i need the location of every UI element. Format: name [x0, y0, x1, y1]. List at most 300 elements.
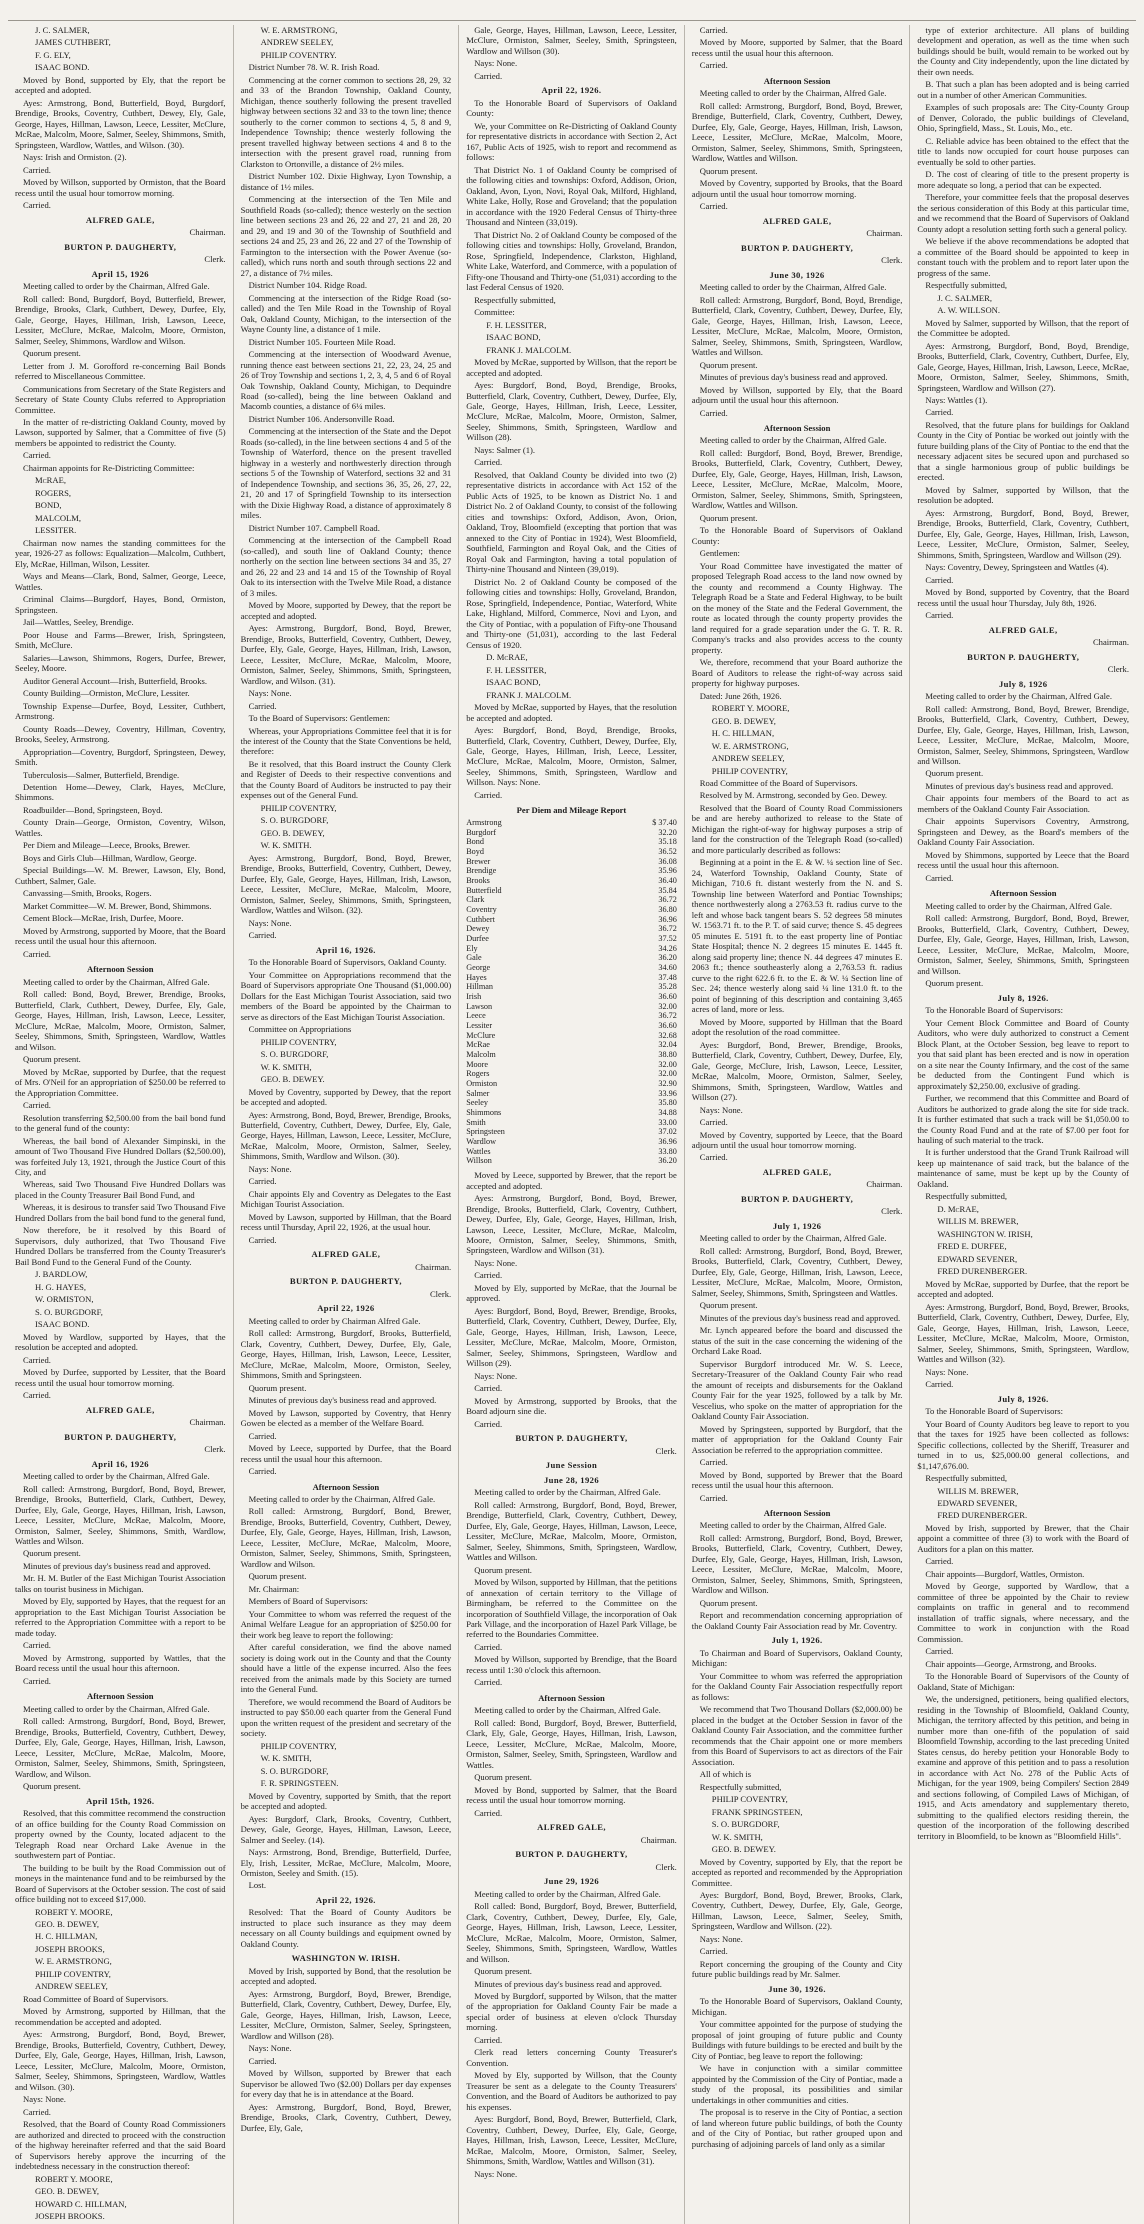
paragraph: Salaries—Lawson, Shimmons, Rogers, Durfee, Brewer, Seeley, Moore.	[15, 652, 226, 674]
column-5	[910, 25, 1136, 2224]
paragraph: Respectfully submitted,	[699, 1781, 782, 1792]
signature-line: WILLIS M. BREWER,	[937, 1485, 1019, 1496]
paragraph: Moved by Wardlow, supported by Hayes, that the resolution be accepted and adopted.	[15, 1331, 226, 1353]
per-diem-amount: 35.84	[658, 885, 677, 895]
per-diem-table	[466, 818, 677, 1166]
paragraph: Moved by Willson, supported by Ely, that the Board adjourn until the usual hour this afternoon.	[691, 384, 903, 406]
per-diem-amount: 32.68	[658, 1030, 677, 1040]
paragraph: Quorum present.	[699, 1597, 758, 1608]
per-diem-amount: 32.20	[658, 827, 677, 837]
paragraph: Appropriation—Coventry, Burgdorf, Springsteen, Dewey, Smith.	[15, 746, 226, 768]
signature-line: ANDREW SEELEY,	[260, 37, 334, 48]
paragraph: Chairman appoints for Re-Districting Committee:	[23, 462, 195, 473]
paragraph: Carried.	[474, 70, 503, 81]
supervisor-name: Moore	[466, 1059, 489, 1069]
paragraph: Moved by Coventry, supported by Dewey, that the report be accepted and adopted.	[240, 1086, 452, 1108]
per-diem-amount: 36.60	[658, 992, 677, 1001]
paragraph: Quorum present.	[925, 768, 984, 779]
table-row	[466, 1147, 677, 1157]
paragraph: Quorum present.	[699, 359, 758, 370]
paragraph: Ayes: Burgdorf, Bond, Brewer, Brendige, Brooks, Butterfield, Clark, Coventry, Cuthbert, Dewey, Durfee, Ely, Gale, George, McClure, Irish, Lawson, Leece, Lessiter, McRae, Malcolm, Moore, Ormiston, Salmer, Seeley, Shimmons, Smith, Springsteen, Wardlow, Wattles and Willson (27).	[691, 1039, 903, 1103]
paragraph: Members of Board of Supervisors:	[248, 1596, 368, 1607]
signature-line: W. E. ARMSTRONG,	[260, 25, 338, 35]
section-heading: Afternoon Session	[763, 1508, 831, 1518]
paragraph: Supervisor Burgdorf introduced Mr. W. S. Leece, Secretary-Treasurer of the Oakland County Fair who read the amount of receipts and disbursements for the Oakland County Fair for the year 1925, followed by a talk by Mr. Vescelius, who spoke on the matter of appropriation for the Oakland County Fair Association.	[691, 1358, 903, 1422]
paragraph: Carried.	[925, 872, 954, 883]
signature-line: ANDREW SEELEY,	[711, 753, 785, 764]
paragraph: District Number 107. Campbell Road.	[248, 522, 380, 533]
paragraph: Carried.	[23, 1354, 51, 1365]
paragraph: Criminal Claims—Burgdorf, Hayes, Bond, Ormiston, Springsteen.	[15, 594, 226, 615]
table-row	[466, 876, 677, 886]
paragraph: Respectfully submitted,	[474, 294, 556, 305]
signature-line: H. C. HILLMAN,	[711, 728, 775, 739]
signature-line: PHILIP COVENTRY,	[711, 765, 788, 776]
text-columns	[8, 25, 1136, 2222]
centered-line: June 30, 1926	[769, 269, 825, 280]
signature-line: WILLIS M. BREWER,	[937, 1216, 1019, 1227]
paragraph: Whereas, it is desirous to transfer said Two Thousand Five Hundred Dollars from the bail bond fund to the general fund,	[15, 1202, 226, 1223]
paragraph: Quorum present.	[474, 1966, 532, 1977]
paragraph: Carried.	[474, 1418, 503, 1429]
title-line: Clerk.	[1107, 664, 1129, 675]
centered-line: ALFRED GALE,	[762, 1166, 832, 1177]
signature-line: ISAAC BOND.	[35, 1319, 90, 1330]
paragraph: Moved by Bond, supported by Brewer that the Board recess until the usual hour this afternoon.	[691, 1469, 903, 1491]
paragraph: Carried.	[248, 1466, 277, 1477]
signature-line: FRANK SPRINGSTEEN,	[711, 1806, 803, 1817]
supervisor-name: Salmer	[466, 1088, 490, 1098]
paragraph: Ayes: Armstrong, Burgdorf, Bond, Boyd, Brewer, Brooks, Butterfield, Clark, Coventry, Cuthbert, Dewey, Durfee, Ely, Gale, George, Hayes, Hillman, Irish, Lawson, Leece, Lessiter, McClure, McRae, Malcolm, Moore, Ormiston, Salmer, Seeley, Shimmons, Smith, Springsteen, Wardlow, Wattles and Willson (32).	[917, 1301, 1129, 1365]
supervisor-name: Wardlow	[466, 1137, 496, 1147]
paragraph: Committee:	[474, 307, 515, 318]
paragraph: Township Expense—Durfee, Boyd, Lessiter, Cuthbert, Armstrong.	[15, 700, 226, 722]
section-heading: Afternoon Session	[763, 75, 831, 86]
centered-line: ALFRED GALE,	[311, 1249, 381, 1260]
paragraph: Carried.	[925, 1646, 954, 1657]
per-diem-amount: 33.96	[658, 1088, 677, 1098]
paragraph: Quorum present.	[925, 978, 984, 989]
paragraph: Moved by Bond, supported by Coventry, that the Board recess until the usual hour Thursday, July 8th, 1926.	[917, 587, 1129, 608]
per-diem-amount: 32.00	[658, 1059, 677, 1069]
paragraph: Tuberculosis—Salmer, Butterfield, Brendige.	[23, 769, 180, 780]
signature-line: JOSEPH BROOKS,	[35, 1943, 105, 1954]
centered-line: April 22, 1926.	[541, 85, 602, 96]
per-diem-amount: 34.60	[658, 962, 677, 972]
paragraph: Quorum present.	[474, 1564, 532, 1575]
centered-line: July 1, 1926	[772, 1220, 822, 1231]
paragraph: Moved by Coventry, supported by Leece, that the Board adjourn until the usual hour tomorrow morning.	[691, 1129, 903, 1150]
supervisor-name: Brendige	[466, 866, 497, 876]
paragraph: Minutes of previous day's business read and approved.	[23, 1560, 211, 1571]
paragraph: Moved by Irish, supported by Bond, that the resolution be accepted and adopted.	[240, 1965, 452, 1987]
centered-line: June 30, 1926.	[768, 1983, 826, 1994]
per-diem-amount: 32.00	[658, 1001, 677, 1011]
table-row	[466, 982, 677, 992]
paragraph: Carried.	[699, 25, 728, 35]
per-diem-amount: 37.48	[658, 972, 677, 982]
paragraph: To the Honorable Board of Supervisors of Oakland County:	[691, 525, 903, 546]
per-diem-amount: 33.80	[658, 1146, 677, 1156]
supervisor-name: Springsteen	[466, 1127, 505, 1137]
paragraph: Communications from Secretary of the State Registers and Secretary of State County Clubs referred to Appropriation Committee.	[15, 383, 226, 415]
paragraph: Carried.	[699, 60, 728, 71]
paragraph: Carried.	[474, 2034, 503, 2045]
paragraph: Meeting called to order by the Chairman, Alfred Gale.	[699, 282, 887, 293]
paragraph: Your Road Committee have investigated the matter of proposed Telegraph Road access to the land now owned by the county and recommend a County Highway. The Telegraph Road be a State and Federal Highway, to be built on the money of the State and the Federal Government, the route as located through the county property provides the land required for a grade separation under the G. T. R. R. Company's tracks and also provides access to the county property.	[691, 560, 903, 655]
paragraph: To the Honorable Board of Supervisors of Oakland County:	[466, 97, 677, 119]
table-row	[466, 837, 677, 847]
signature-line: WASHINGTON W. IRISH,	[937, 1228, 1033, 1239]
table-row	[466, 1021, 677, 1031]
paragraph: To the Honorable Board of Supervisors:	[925, 1406, 1063, 1417]
supervisor-name: Brewer	[466, 856, 491, 866]
supervisor-name: McClure	[466, 1030, 496, 1040]
paragraph: Report and recommendation concerning appropriation of the Oakland County Fair Association read by Mr. Coventry.	[691, 1610, 903, 1631]
signature-line: PHILIP COVENTRY.	[260, 49, 337, 60]
supervisor-name: Seeley	[466, 1098, 489, 1108]
centered-line: July 8, 1926.	[997, 1393, 1049, 1404]
per-diem-amount: 36.96	[658, 914, 677, 924]
signature-line: D. McRAE,	[486, 652, 528, 663]
title-line: Chairman.	[866, 1179, 903, 1190]
per-diem-amount: 35.28	[658, 982, 677, 992]
paragraph: Carried.	[925, 1556, 954, 1567]
paragraph: Nays: None.	[699, 1104, 743, 1115]
table-row	[466, 934, 677, 944]
signature-line: GEO. B. DEWEY.	[260, 1074, 325, 1085]
paragraph: Nays: Wattles (1).	[925, 394, 988, 405]
paragraph: Carried.	[474, 457, 503, 468]
centered-line: BURTON P. DAUGHERTY,	[515, 1433, 628, 1444]
supervisor-name: Leece	[466, 1011, 486, 1021]
signature-line: S. O. BURGDORF,	[260, 1765, 329, 1776]
signature-line: J. C. SALMER,	[35, 25, 90, 35]
paragraph: Carried.	[23, 1675, 51, 1686]
paragraph: Your committee appointed for the purpose of studying the proposal of joint grouping of future public and County Buildings with future buildings to be erected and built by the City of Pontiac, beg leave to report the following:	[691, 2019, 903, 2061]
table-row	[466, 944, 677, 954]
title-line: Clerk.	[881, 1206, 903, 1217]
paragraph: Roll called: Bond, Burgdorf, Boyd, Butterfield, Brewer, Brendige, Brooks, Clark, Cuthbert, Dewey, Durfee, Ely, Gale, George, Hayes, Hillman, Irish, Lawson, Leece, Lessiter, McClure, McRae, Malcolm, Moore, Ormiston, Salmer, Seeley, Shimmons, Wardlow and Wilson.	[15, 293, 226, 346]
paragraph: Moved by McRae, supported by Willson, that the report be accepted and adopted.	[466, 357, 677, 378]
signature-line: ANDREW SEELEY,	[35, 1981, 108, 1992]
paragraph: Nays: None.	[248, 917, 292, 928]
paragraph: Carried.	[23, 450, 51, 461]
paragraph: Respectfully submitted,	[925, 1473, 1008, 1484]
paragraph: Committee on Appropriations	[248, 1024, 352, 1035]
paragraph: Meeting called to order by the Chairman, Alfred Gale.	[23, 1703, 210, 1714]
paragraph: Moved by Burgdorf, supported by Wilson, that the matter of the appropriation for Oakland County Fair be made a special order of business at eleven o'clock Thursday morning.	[466, 1991, 677, 2033]
paragraph: Ayes: Armstrong, Burgdorf, Bond, Boyd, Brewer, Brendige, Brooks, Butterfield, Coventry, Cuthbert, Dewey, Durfee, Ely, Gale, George, Hayes, Hillman, Irish, Lawson, Leece, Lessiter, McClure, Malcolm, Moore, Ormiston, Salmer, Seeley, Shimmons, Springsteen, Wardlow, Wattles and Wilson. (30).	[15, 2029, 226, 2092]
signature-line: BOND,	[35, 500, 62, 511]
paragraph: Moved by McRae, supported by Hayes, that the resolution be accepted and adopted.	[466, 702, 677, 723]
paragraph: Quorum present.	[248, 1571, 307, 1582]
table-row	[466, 1060, 677, 1070]
paragraph: Carried.	[474, 1677, 503, 1688]
signature-line: FRED DURENBERGER.	[937, 1510, 1028, 1521]
paragraph: Moved by Springsteen, supported by Burgdorf, that the matter of appropriation for the Oakland County Fair Association be referred to the appropriation committee.	[691, 1423, 903, 1455]
paragraph: Chair appoints four members of the Board to act as members of the Oakland County Fair Association.	[917, 793, 1129, 814]
paragraph: Carried.	[248, 1430, 277, 1441]
supervisor-name: Bond	[466, 837, 484, 847]
supervisor-name: Gale	[466, 953, 482, 963]
column-3	[459, 25, 685, 2224]
signature-line: PHILIP COVENTRY,	[260, 1740, 337, 1751]
title-line: Chairman.	[1092, 637, 1129, 648]
paragraph: County Building—Ormiston, McClure, Lessiter.	[23, 688, 190, 699]
paragraph: Moved by Armstrong, supported by Brooks, that the Board adjourn sine die.	[466, 1395, 677, 1417]
paragraph: Detention Home—Dewey, Clark, Hayes, McClure, Shimmons.	[15, 782, 226, 803]
paragraph: Ayes: Burgdorf, Bond, Boyd, Brendige, Brooks, Butterfield, Clark, Coventry, Cuthbert, Dewey, Durfee, Ely, Gale, George, Hayes, Hillman, Irish, Leece, Lessiter, McClure, McRae, Malcolm, Moore, Ormiston, Salmer, Seeley, Shimmons, Smith, Springsteen, Wardlow and Willson. Nays: None.	[466, 725, 677, 788]
paragraph: Carried.	[699, 1152, 728, 1163]
paragraph: Moved by Moore, supported by Salmer, that the Board recess until the usual hour this afternoon.	[691, 37, 903, 58]
paragraph: Resolved: That the Board of County Auditors be instructed to place such insurance as they may deem necessary on all County buildings and equipment owned by Oakland County.	[240, 1907, 452, 1949]
section-heading: Afternoon Session	[989, 888, 1057, 899]
paragraph: Moved by Wilson, supported by Hillman, that the petitions of annexation of certain territory to the Village of Birmingham, be referred to the Committee on the incorporation of Southfield Village, the incorporation of Oak Park Village, and the incorporation of Hazel Park Village, be referred to the Boundaries Committee.	[466, 1577, 677, 1640]
paragraph: Now therefore, be it resolved by this Board of Supervisors, duly authorized, that Two Thousand Five Hundred Dollars be transferred from the County Treasurer's Bail Bond Fund to the General Fund of the County.	[15, 1225, 226, 1267]
paragraph: Examples of such proposals are: The City-County Group of Denver, Colorado, the public buildings of Cleveland, Ohio, Springfield, Mass., St. Louis, Mo., etc.	[917, 102, 1129, 134]
signature-line: H. G. HAYES,	[35, 1281, 87, 1292]
signature-line: S. O. BURGDORF,	[260, 1049, 329, 1060]
paragraph: That District No. 1 of Oakland County be comprised of the following cities and townships: Oxford, Addison, Orion, Oakland, Avon, Lyon, Novi, Royal Oak, Milford, Highland, White Lake, Holly, Rose and Groveland; that the population in accordance with the 1920 Federal Census of Thirty-three Thousand and Ninteen (33,019).	[466, 164, 677, 228]
paragraph: County Roads—Dewey, Coventry, Hillman, Coventry, Brooks, Seeley, Armstrong.	[15, 723, 226, 745]
centered-line: July 8, 1926.	[997, 992, 1049, 1003]
paragraph: Mr. H. M. Butler of the East Michigan Tourist Association talks on tourist business in Michigan.	[15, 1573, 226, 1594]
paragraph: Commencing at the corner common to sections 28, 29, 32 and 33 of the Brandon Township, Oakland County, Michigan, thence southerly following the present travelled highway between sections 32 and 33 to the town line; thence southerly to the corner common to sections 4, 5, 8 and 9, Independence Township; thence westerly following the present travelled highway between sections 4 and 8 to the intersection with the present gravel road, running from Clarkston to Ortonville, a distance of 2½ miles.	[240, 74, 452, 169]
per-diem-amount: 32.90	[658, 1079, 677, 1089]
paragraph: Roll called: Armstrong, Burgdorf, Bond, Boyd, Brewer, Brooks, Butterfield, Clark, Coventry, Cuthbert, Dewey, Durfee, Ely, Gale, George, Hillman, Irish, Lawson, Leece, Lessiter, McClure, McRae, Malcolm, Moore, Ormiston, Salmer, Seeley, Shimmons, Smith, Springsteen and Wattles.	[691, 1245, 903, 1298]
signature-line: W. K. SMITH,	[260, 1061, 312, 1072]
per-diem-amount: 36.72	[658, 924, 677, 934]
supervisor-name: Shimmons	[466, 1108, 502, 1118]
per-diem-amount: 36.96	[658, 1137, 677, 1147]
paragraph: Respectfully submitted,	[925, 280, 1008, 291]
supervisor-name: Butterfield	[466, 885, 502, 895]
paragraph: Cement Block—McRae, Irish, Durfee, Moore.	[23, 913, 184, 924]
paragraph: Carried.	[474, 1270, 503, 1281]
per-diem-amount: 37.02	[658, 1127, 677, 1137]
paragraph: Ayes: Armstrong, Burgdorf, Bond, Boyd, Brendige, Brooks, Butterfield, Clark, Coventry, Cuthbert, Durfee, Ely, Gale, George, Hayes, Hillman, Irish, Lawson, Leece, McRae, Moore, Ormiston, Salmer, Seeley, Shimmons, Smith, Springsteen, Wardlow and Willson (27).	[917, 340, 1129, 393]
signature-line: ROBERT Y. MOORE,	[35, 2173, 113, 2184]
paragraph: Therefore, your committee feels that the proposal deserves the serious consideration of this Body at this particular time, and we recommend that the Board of Supervisors of Oakland County adopt a resolution setting forth such a general policy.	[917, 192, 1129, 234]
signature-line: F. G. ELY,	[35, 49, 71, 60]
paragraph: Carried.	[23, 1100, 51, 1111]
paragraph: Your Committee on Appropriations recommend that the Board of Supervisors appropriate One Thousand ($1,000.00) Dollars for the East Michigan Tourist Association, said two members of the Board be appointed by the Chairman to serve as directors of the East Michigan Tourist Association.	[240, 969, 452, 1022]
paragraph: Quorum present.	[23, 1054, 81, 1065]
paragraph: After careful consideration, we find the above named society is doing work out in the County and that the County should have a little of the expense incurred. Also the fees received from the animals made by this Society are turned into the General Fund.	[240, 1642, 452, 1695]
paragraph: Chair appoints—Burgdorf, Wattles, Ormiston.	[925, 1568, 1085, 1579]
paragraph: Respectfully submitted,	[925, 1191, 1008, 1202]
supervisor-name: Smith	[466, 1117, 486, 1127]
title-line: Chairman.	[640, 1834, 677, 1845]
paragraph: Moved by Bond, supported by Salmer, that the Board recess until the usual hour tomorrow morning.	[466, 1784, 677, 1806]
title-line: Clerk.	[429, 1288, 452, 1299]
signature-line: S. O. BURGDORF,	[260, 815, 329, 826]
signature-line: EDWARD SEVENER,	[937, 1498, 1018, 1508]
paragraph: Quorum present.	[23, 1548, 81, 1559]
paragraph: Ayes: Armstrong, Bond, Butterfield, Boyd, Burgdorf, Brendige, Brooks, Coventry, Cuthbert, Dewey, Ely, Gale, George, Hayes, Hillman, Lawson, Leece, Lessiter, McClure, McRae, Malcolm, Moore, Salmer, Seeley, Shimmons, Smith, Springsteen, Wardlow, Wattles, and Wilson. (30).	[15, 97, 226, 150]
paragraph: Per Diem and Mileage—Leece, Brooks, Brewer.	[23, 840, 191, 851]
paragraph: Market Committee—W. M. Brewer, Bond, Shimmons.	[23, 900, 212, 911]
paragraph: Ways and Means—Clark, Bond, Salmer, George, Leece, Wattles.	[15, 571, 226, 592]
paragraph: Resolution transferring $2,500.00 from the bail bond fund to the general fund of the county:	[15, 1112, 226, 1134]
paragraph: Road Committee of the Board of Supervisors.	[699, 778, 858, 788]
paragraph: District Number 106. Andersonville Road.	[248, 413, 395, 424]
column-2	[234, 25, 460, 2224]
signature-line: H. C. HILLMAN,	[35, 1931, 98, 1942]
paragraph: District Number 104. Ridge Road.	[248, 280, 367, 291]
paragraph: We have in conjunction with a similar committee appointed by the Commission of the City of Pontiac, made a study of the proposal, its possibilities and similar undertakings in other communities and cities.	[691, 2063, 903, 2105]
paragraph: Roll called: Armstrong, Burgdorf, Bond, Boyd, Brewer, Brendige, Butterfield, Clark, Coventry, Cuthbert, Dewey, Durfee, Ely, Gale, George, Hayes, Hillman, Lawson, Leece, Lessiter, McClure, McRae, Malcolm, Moore, Ormiston, Salmer, Seeley, Shimmons, Smith, Springsteen, Wardlow, Wattles and Willson.	[466, 1499, 677, 1563]
section-heading: Per Diem and Mileage Report	[516, 805, 627, 816]
table-row	[466, 905, 677, 915]
paragraph: Minutes of the previous day's business read and approved.	[699, 1312, 901, 1323]
paragraph: Nays: None.	[474, 58, 518, 69]
table-row	[466, 1098, 677, 1108]
centered-line: BURTON P. DAUGHERTY,	[64, 1431, 177, 1442]
paragraph: Carried.	[699, 201, 728, 212]
paragraph: Resolved that the Board of County Road Commissioners be and are hereby authorized to release to the State of Michigan the right-of-way for highway purposes a strip of land for the construction of the Telegraph Road (so-called) and more particularly described as follows:	[691, 802, 903, 855]
paragraph: Nays: None.	[925, 1366, 969, 1377]
paragraph: Carried.	[23, 164, 51, 175]
paragraph: Carried.	[699, 1946, 728, 1957]
paragraph: Minutes of previous day's business read and approved.	[248, 1395, 437, 1406]
paragraph: Carried.	[699, 1457, 728, 1468]
section-heading: Afternoon Session	[763, 422, 831, 433]
paragraph: To the Honorable Board of Supervisors of the County of Oakland, State of Michigan:	[917, 1671, 1129, 1692]
supervisor-name: Rogers	[466, 1069, 490, 1079]
centered-line: BURTON P. DAUGHERTY,	[64, 241, 177, 252]
paragraph: Your Committee to whom was referred the appropriation for the Oakland County Fair Association respectfully report as follows:	[691, 1670, 903, 1702]
paragraph: Nays: None.	[248, 2043, 292, 2054]
table-row	[466, 1127, 677, 1137]
paragraph: Ayes: Burgdorf, Bond, Boyd, Brewer, Butterfield, Clark, Coventry, Cuthbert, Dewey, Durfee, Ely, Gale, George, Hayes, Hillman, Irish, Lawson, Leece, Lessiter, McClure, McRae, Malcolm, Moore, Ormiston, Salmer, Seeley, Shimmons, Smith, Wardlow, Wattles and Willson (31).	[466, 2114, 677, 2167]
table-row	[466, 886, 677, 896]
paragraph: Moved by Leece, supported by Durfee, that the Board recess until the usual hour this afternoon.	[240, 1443, 452, 1464]
paragraph: Whereas, your Appropriations Committee feel that it is for the interest of the County that the State Conventions be held, therefore:	[240, 725, 452, 757]
per-diem-amount: 38.80	[658, 1050, 677, 1060]
page-top-rule	[8, 8, 1136, 21]
paragraph: Meeting called to order by the Chairman, Alfred Gale.	[474, 1487, 661, 1498]
centered-line: ALFRED GALE,	[537, 1822, 606, 1833]
centered-line: BURTON P. DAUGHERTY,	[289, 1276, 402, 1287]
section-heading: Afternoon Session	[86, 1691, 154, 1702]
paragraph: District Number 105. Fourteen Mile Road.	[248, 336, 396, 347]
signature-line: F. H. LESSITER,	[486, 319, 547, 330]
per-diem-amount: 32.00	[658, 1069, 677, 1079]
paragraph: Carried.	[248, 700, 277, 711]
paragraph: Your Cement Block Committee and Board of County Auditors, who were duly authorized to construct a Cement Block Plant, at the October Session, beg leave to report to you that said plant has been erected and is now in operation on a site near the County Infirmary, and the cost of the same be deducted from the Contingent Fund which is approximately $2,250.00, exclusive of grading.	[917, 1017, 1129, 1091]
paragraph: Auditor General Account—Irish, Butterfield, Brooks.	[23, 675, 208, 686]
paragraph: Moved by Willson, supported by Ormiston, that the Board recess until the usual hour tomorrow morning.	[15, 177, 226, 198]
supervisor-name: Burgdorf	[466, 827, 497, 837]
table-row	[466, 924, 677, 934]
paragraph: Roll called: Armstrong, Burgdorf, Bond, Boyd, Brewer, Brendige, Brooks, Butterfield, Coventry, Cuthbert, Dewey, Durfee, Ely, Gale, George, Hayes, Hillman, Irish, Lawson, Leece, Lessiter, McClure, McRae, Malcolm, Moore, Ormiston, Salmer, Seeley, Shimmons, Smith, Springsteen, Wardlow, and Wilson.	[15, 1716, 226, 1779]
paragraph: Carried.	[248, 1234, 277, 1245]
paragraph: Chair appoints Ely and Coventry as Delegates to the East Michigan Tourist Association.	[240, 1188, 452, 1210]
paragraph: Carried.	[23, 2106, 51, 2117]
title-line: Clerk.	[655, 1861, 677, 1872]
paragraph: Ayes: Armstrong, Burgdorf, Bond, Boyd, Brewer, Brendige, Brooks, Butterfield, Coventry, Cuthbert, Dewey, Durfee, Ely, Gale, George, Hayes, Hillman, Irish, Lawson, Leece, Lessiter, McClure, McRae, Malcolm, Moore, Ormiston, Salmer, Seeley, Shimmons, Smith, Springsteen, Wardlow, Wattles and Wilson. (32).	[240, 852, 452, 916]
paragraph: Roll called: Armstrong, Burgdorf, Brooks, Butterfield, Clark, Coventry, Cuthbert, Dewey, Durfee, Ely, Gale, George, Hayes, Hillman, Irish, Lawson, Leece, Lessiter, McClure, McRae, Malcolm, Moore, Ormiston, Seeley, Shimmons, Smith and Springsteen.	[240, 1328, 452, 1381]
table-row	[466, 1118, 677, 1128]
paragraph: Mr. Chairman:	[248, 1583, 300, 1594]
supervisor-name: Ormiston	[466, 1079, 498, 1089]
signature-line: S. O. BURGDORF,	[35, 1306, 103, 1317]
paragraph: Roll called: Armstrong, Burgdorf, Bond, Boyd, Brewer, Brooks, Butterfield, Clark, Coventry, Cuthbert, Dewey, Durfee, Ely, Gale, George, Hayes, Hillman, Irish, Lawson, Leece, Lessiter, McClure, McRae, Malcolm, Moore, Ormiston, Salmer, Seeley, Shimmons, Smith, Springsteen and Willson.	[917, 913, 1129, 976]
paragraph: Nays: None.	[23, 2094, 66, 2105]
paragraph: Ayes: Burgdorf, Clark, Brooks, Coventry, Cuthbert, Dewey, Gale, George, Hayes, Hillman, Lawson, Leece, Salmer and Seeley. (14).	[240, 1813, 452, 1845]
per-diem-amount: $ 37.40	[652, 817, 677, 827]
signature-line: W. E. ARMSTRONG,	[35, 1956, 112, 1967]
paragraph: Poor House and Farms—Brewer, Irish, Springsteen, Smith, McClure.	[15, 629, 226, 651]
paragraph: Resolved, that Oakland County be divided into two (2) representative districts in accordance with Act 152 of the Public Acts of 1925, to be known as District No. 1 and District No. 2 of Oakland County, to consist of the following cities and townships: Oxford, Addison, Avon, Orion, Oakland, Troy, Bloomfield (excepting that portion that was annexed to the City of Pontiac in 1924), West Bloomfield, Southfield, Farmington and Royal Oak, and the Cities of Royal Oak and Farmington, having a total population of Thirty-nine Thousand and Ninteen (39,019).	[466, 469, 677, 575]
paragraph: To Chairman and Board of Supervisors, Oakland County, Michigan:	[691, 1647, 903, 1669]
paragraph: We, the undersigned, petitioners, being qualified electors, residing in the Township of Bloomfield, Oakland County, Michigan, the territory affected by this petition, and being in number more than one-fifth of the population of said Bloomfield Township, according to the last preceding United States census, do hereby petition your Honorable Body to examine and approve of this petition and to pass a resolution in accordance with Act No. 278 of the Public Acts of Michigan, for the year 1909, being Compilers' Section 2849 and sections following, of Compiled Laws of Michigan, of 1915, and Acts amendatory and supplementary thereto, submitting to the qualified electors residing therein, the question of the incorporation of the following described territory in Bloomfield, to be known as "Bloomfield Hills".	[917, 1694, 1129, 1841]
paragraph: Whereas, the bail bond of Alexander Simpinski, in the amount of Two Thousand Five Hundred Dollars ($2,500.00), was forfeited July 13, 1921, through the Justice Court of this City, and	[15, 1135, 226, 1177]
signature-line: PHILIP COVENTRY,	[711, 1794, 788, 1805]
paragraph: Meeting called to order by the Chairman, Alfred Gale.	[699, 435, 887, 446]
paragraph: Roll called: Armstrong, Burgdorf, Bond, Boyd, Brewer, Brooks, Butterfield, Clark, Coventry, Cuthbert, Dewey, Durfee, Ely, Gale, George, Hayes, Hillman, Irish, Lawson, Leece, Lessiter, McClure, McRae, Malcolm, Moore, Ormiston, Salmer, Seeley, Shimmons, Smith, Springsteen, Wardlow and Willson.	[691, 1532, 903, 1596]
column-1	[8, 25, 234, 2224]
supervisor-name: Lawson	[466, 1001, 493, 1011]
signature-line: F. R. SPRINGSTEEN.	[260, 1778, 339, 1789]
paragraph: Meeting called to order by the Chairman, Alfred Gale.	[474, 1888, 661, 1899]
table-row	[466, 1069, 677, 1079]
per-diem-amount: 33.00	[658, 1117, 677, 1127]
paragraph: Nays: None.	[248, 688, 292, 699]
section-heading: Afternoon Session	[86, 964, 154, 975]
paragraph: Carried.	[925, 1379, 954, 1390]
centered-line: April 15, 1926	[91, 268, 149, 279]
table-row	[466, 915, 677, 925]
supervisor-name: Durfee	[466, 933, 489, 943]
supervisor-name: Hillman	[466, 982, 494, 992]
paragraph: Nays: None.	[474, 1257, 518, 1268]
signature-line: GEO. B. DEWEY.	[711, 1844, 776, 1855]
supervisor-name: Cuthbert	[466, 914, 495, 924]
paragraph: Therefore, we would recommend the Board of Auditors be instructed to pay $50.00 each quarter from the General Fund upon the written request of the president and secretary of the society.	[240, 1696, 452, 1739]
paragraph: Minutes of previous day's business read and approved.	[474, 1978, 662, 1989]
paragraph: Nays: Irish and Ormiston. (2).	[23, 152, 127, 163]
centered-line: June 29, 1926	[543, 1876, 600, 1887]
signature-line: D. McRAE,	[937, 1203, 979, 1214]
paragraph: Minutes of previous day's business read and approved.	[925, 780, 1114, 791]
paragraph: Carried.	[23, 948, 51, 959]
paragraph: The building to be built by the Road Commission out of moneys in the maintenance fund and to be reimbursed by the Board of Supervisors at the October session. The cost of said office building not to exceed $17,000.	[15, 1862, 226, 1905]
paragraph: Carried.	[248, 2055, 277, 2066]
paragraph: Quorum present.	[23, 348, 81, 359]
paragraph: Lost.	[248, 1880, 267, 1891]
paragraph: The proposal is to reserve in the City of Pontiac, a section of land whereon future public buildings, of both the County and of the City of Pontiac, but rather grouped upon and purchasing of adjoining parcels of land only as a similar	[691, 2107, 903, 2149]
per-diem-amount: 36.80	[658, 904, 677, 914]
paragraph: Chair appoints—George, Armstrong, and Brooks.	[925, 1658, 1097, 1669]
title-line: Clerk.	[881, 255, 903, 266]
paragraph: To the Honorable Board of Supervisors:	[925, 1005, 1063, 1016]
per-diem-amount: 35.80	[658, 1098, 677, 1108]
signature-line: HOWARD C. HILLMAN,	[35, 2198, 127, 2209]
paragraph: We believe if the above recommendations be adopted that a committee of the Board should be appointed to keep in constant touch with the problem and to report later upon the progress of the same.	[917, 236, 1129, 278]
paragraph: Meeting called to order by the Chairman, Alfred Gale.	[925, 691, 1113, 702]
paragraph: Ayes: Armstrong, Burgdorf, Boyd, Brewer, Brendige, Butterfield, Clark, Coventry, Cuthbert, Dewey, Durfee, Ely, Gale, George, Hayes, Hillman, Irish, Lawson, Leece, Lessiter, McClure, Ormiston, Salmer, Seeley, Springsteen, Wardlow and Willson (28).	[240, 1988, 452, 2041]
paragraph: Moved by Coventry, supported by Smith, that the report be accepted and adopted.	[240, 1790, 452, 1812]
table-row	[466, 1108, 677, 1118]
paragraph: Carried.	[474, 1383, 503, 1394]
paragraph: Carried.	[925, 574, 954, 585]
paragraph: Carried.	[23, 1640, 51, 1651]
paragraph: Carried.	[699, 1117, 728, 1128]
paragraph: Carried.	[925, 610, 954, 621]
